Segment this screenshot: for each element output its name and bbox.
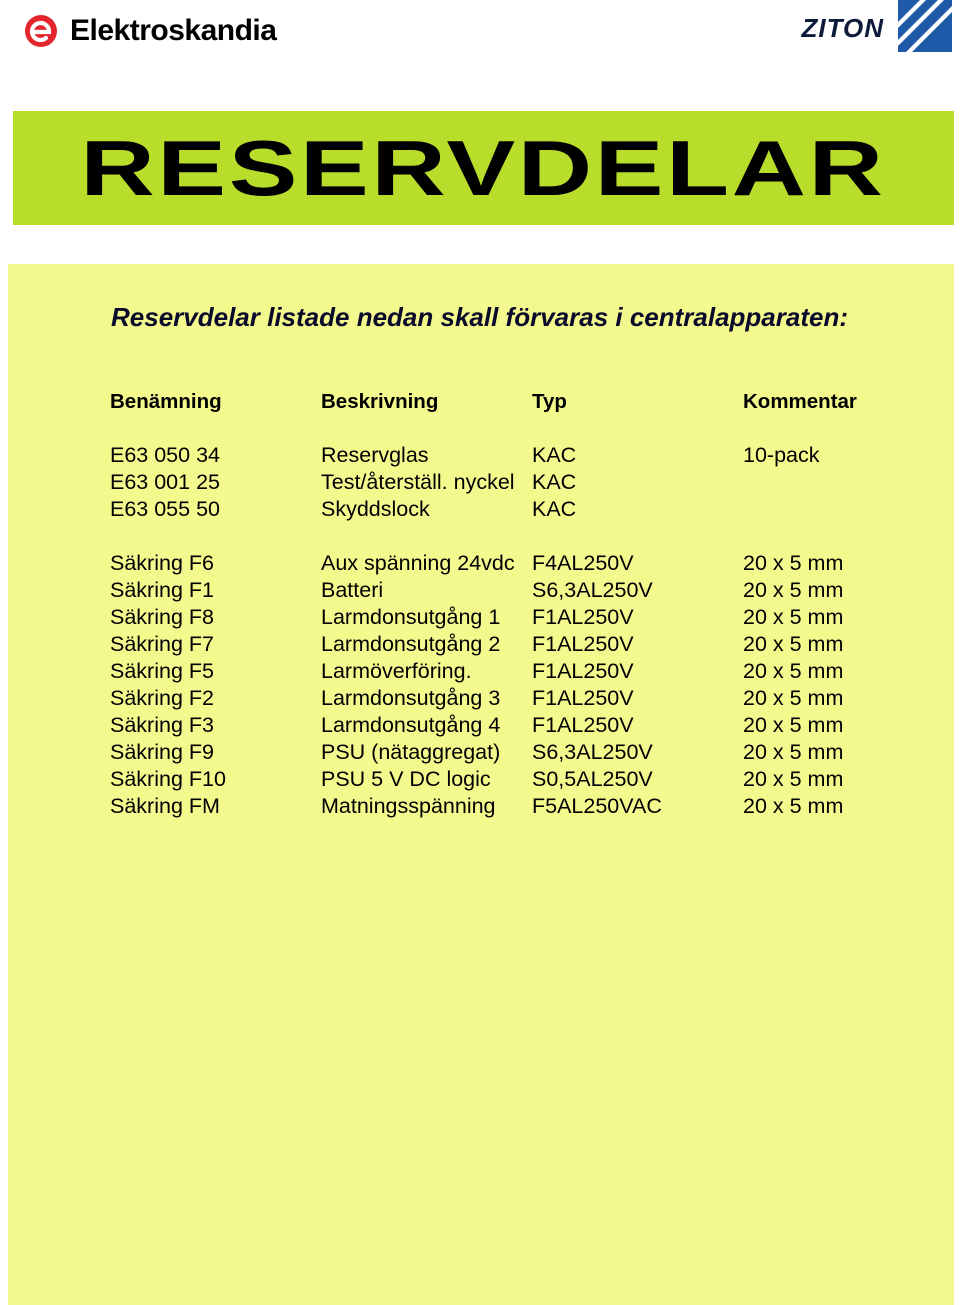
table-cell: Aux spänning 24vdc bbox=[321, 551, 515, 575]
table-cell: Test/återställ. nyckel bbox=[321, 470, 515, 494]
column-header: Beskrivning bbox=[321, 389, 439, 413]
table-cell: Säkring F6 bbox=[110, 551, 214, 575]
table-row bbox=[110, 469, 930, 496]
table-cell: PSU (nätaggregat) bbox=[321, 740, 501, 764]
column-header: Kommentar bbox=[743, 389, 857, 413]
table-cell: 10-pack bbox=[743, 443, 820, 467]
table-row bbox=[110, 712, 930, 739]
table-cell: F1AL250V bbox=[532, 632, 634, 656]
table-cell: 20 x 5 mm bbox=[743, 794, 844, 818]
table-cell: Larmöverföring. bbox=[321, 659, 472, 683]
page-header bbox=[0, 0, 960, 110]
ziton-stripes-icon bbox=[898, 0, 952, 52]
table-cell: 20 x 5 mm bbox=[743, 767, 844, 791]
table-row bbox=[110, 604, 930, 631]
table-row bbox=[110, 577, 930, 604]
table-cell: Skyddslock bbox=[321, 497, 430, 521]
table-cell: Säkring F9 bbox=[110, 740, 214, 764]
table-cell: Säkring F5 bbox=[110, 659, 214, 683]
table-cell: Säkring F2 bbox=[110, 686, 214, 710]
ziton-wordmark: ZITON bbox=[801, 12, 884, 43]
table-cell: PSU 5 V DC logic bbox=[321, 767, 491, 791]
table-row bbox=[110, 550, 930, 577]
table-cell: Larmdonsutgång 1 bbox=[321, 605, 501, 629]
table-cell: F1AL250V bbox=[532, 713, 634, 737]
table-row bbox=[110, 631, 930, 658]
table-cell: KAC bbox=[532, 497, 577, 521]
intro-text: Reservdelar listade nedan skall förvaras i centralapparaten: bbox=[111, 302, 849, 332]
table-cell: 20 x 5 mm bbox=[743, 740, 844, 764]
table-cell: S0,5AL250V bbox=[532, 767, 653, 791]
column-header: Typ bbox=[532, 389, 567, 413]
table-cell: S6,3AL250V bbox=[532, 740, 653, 764]
table-cell: Säkring F7 bbox=[110, 632, 214, 656]
table-cell: E63 055 50 bbox=[110, 497, 220, 521]
table-cell: 20 x 5 mm bbox=[743, 578, 844, 602]
title-banner bbox=[13, 111, 954, 225]
page-title: RESERVDELAR bbox=[80, 124, 887, 212]
table-cell: F4AL250V bbox=[532, 551, 634, 575]
table-cell: 20 x 5 mm bbox=[743, 605, 844, 629]
table-cell: 20 x 5 mm bbox=[743, 632, 844, 656]
table-header-row bbox=[110, 388, 930, 415]
ziton-logo bbox=[801, 0, 952, 52]
elektroskandia-e-icon bbox=[24, 14, 58, 48]
column-header: Benämning bbox=[110, 389, 222, 413]
table-row bbox=[110, 793, 930, 820]
table-row bbox=[110, 685, 930, 712]
table-cell: F1AL250V bbox=[532, 605, 634, 629]
table-cell: F5AL250VAC bbox=[532, 794, 662, 818]
table-cell: E63 001 25 bbox=[110, 470, 220, 494]
table-cell: 20 x 5 mm bbox=[743, 551, 844, 575]
table-cell: Reservglas bbox=[321, 443, 429, 467]
table-row bbox=[110, 739, 930, 766]
table-cell: F1AL250V bbox=[532, 686, 634, 710]
table-cell: Larmdonsutgång 3 bbox=[321, 686, 501, 710]
table-cell: KAC bbox=[532, 443, 577, 467]
table-cell: Säkring F8 bbox=[110, 605, 214, 629]
table-cell: Säkring FM bbox=[110, 794, 220, 818]
table-cell: F1AL250V bbox=[532, 659, 634, 683]
table-cell: E63 050 34 bbox=[110, 443, 220, 467]
table-cell: Säkring F1 bbox=[110, 578, 214, 602]
table-cell: Larmdonsutgång 2 bbox=[321, 632, 501, 656]
table-row bbox=[110, 658, 930, 685]
table-cell: 20 x 5 mm bbox=[743, 713, 844, 737]
table-cell: 20 x 5 mm bbox=[743, 686, 844, 710]
table-cell: Matningsspänning bbox=[321, 794, 496, 818]
table-cell: Batteri bbox=[321, 578, 384, 602]
table-cell: Säkring F3 bbox=[110, 713, 214, 737]
spare-parts-table bbox=[110, 388, 930, 820]
elektroskandia-wordmark: Elektroskandia bbox=[70, 14, 277, 47]
table-cell: Säkring F10 bbox=[110, 767, 226, 791]
content-panel bbox=[8, 264, 954, 1305]
table-row bbox=[110, 442, 930, 469]
table-cell: Larmdonsutgång 4 bbox=[321, 713, 501, 737]
table-cell: S6,3AL250V bbox=[532, 578, 653, 602]
table-cell: KAC bbox=[532, 470, 577, 494]
table-row bbox=[110, 766, 930, 793]
elektroskandia-logo bbox=[24, 14, 276, 48]
table-cell: 20 x 5 mm bbox=[743, 659, 844, 683]
table-row bbox=[110, 496, 930, 523]
